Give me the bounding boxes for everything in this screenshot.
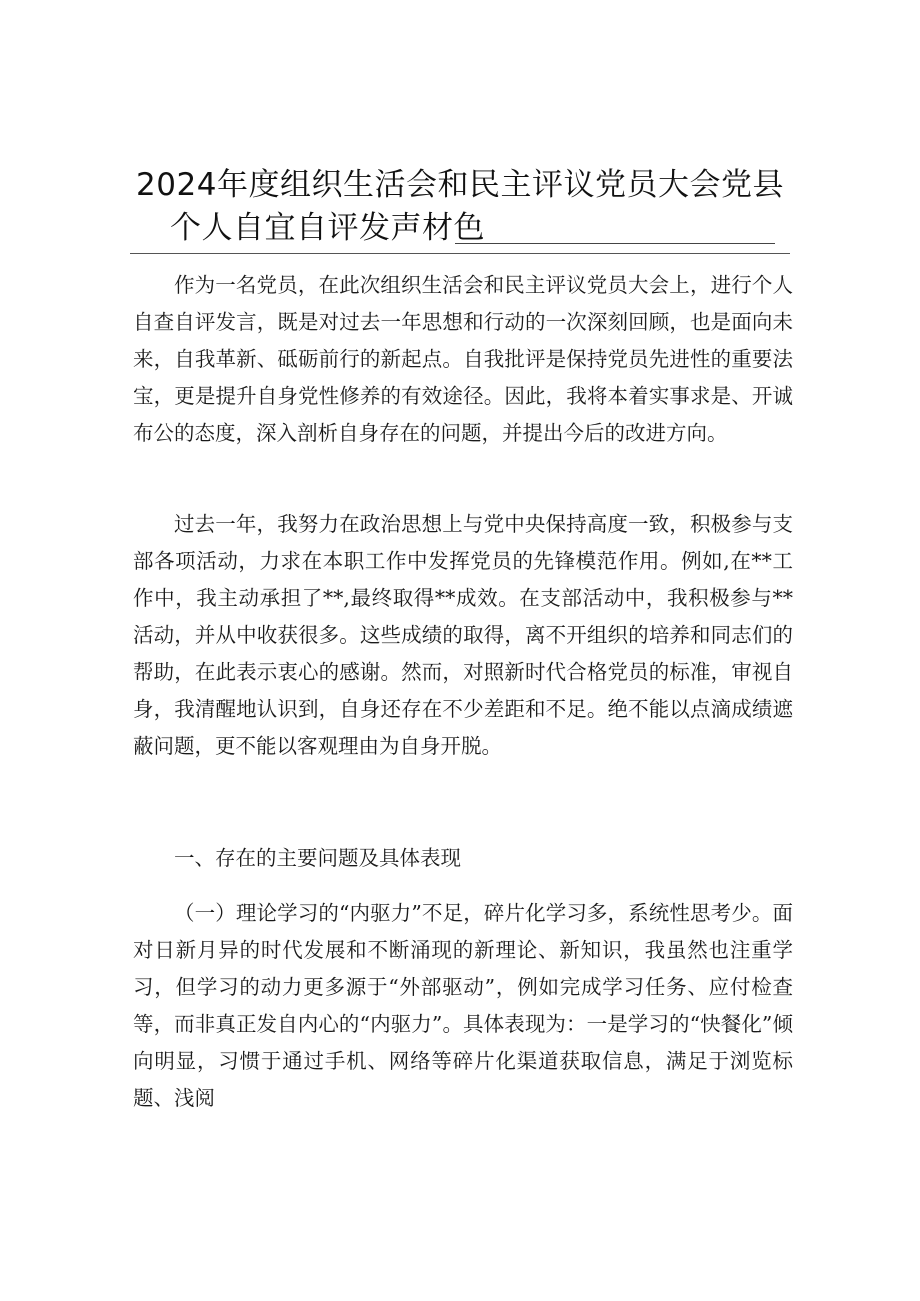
section-heading: 一、存在的主要问题及具体表现 xyxy=(174,846,461,870)
title-underline xyxy=(455,243,775,244)
document-title-line2: 个人自宜自评发声材色 xyxy=(170,210,485,246)
intro-paragraph: 作为一名党员，在此次组织生活会和民主评议党员大会上，进行个人自查自评发言，既是对过去一年思想和行动的一次深刻回顾，也是面向未来，自我革新、砥砺前行的新起点。自我批评是保持党员先进性的重要法宝，更是提升自身党性修养的有效途径。因此，我将本着实事求是、开诚布公的态度，深入剖析自身存在的问题，并提出今后的改进方向。 xyxy=(133,273,793,445)
review-paragraph: 过去一年，我努力在政治思想上与党中央保持高度一致，积极参与支部各项活动，力求在本职工作中发挥党员的先锋模范作用。例如,在**工作中，我主动承担了**,最终取得**成效。在支部活动中，我积极参与**活动，并从中收获很多。这些成绩的取得，离不开组织的培养和同志们的帮助，在此表示衷心的感谢。然而，对照新时代合格党员的标准，审视自身，我清醒地认识到，自身还存在不少差距和不足。绝不能以点滴成绩遮蔽问题，更不能以客观理由为自身开脱。 xyxy=(133,512,793,758)
issue-paragraph: （一）理论学习的“内驱力”不足，碎片化学习多，系统性思考少。面对日新月异的时代发展和不断涌现的新理论、新知识，我虽然也注重学习，但学习的动力更多源于“外部驱动”，例如完成学习任务、应付检查等，而非真正发自内心的“内驱力”。具体表现为：一是学习的“快餐化”倾向明显，习惯于通过手机、网络等碎片化渠道获取信息，满足于浏览标题、浅阅 xyxy=(133,901,793,1110)
document-title-line1: 2024年度组织生活会和民主评议党员大会党县 xyxy=(136,167,784,203)
title-divider xyxy=(130,253,790,254)
